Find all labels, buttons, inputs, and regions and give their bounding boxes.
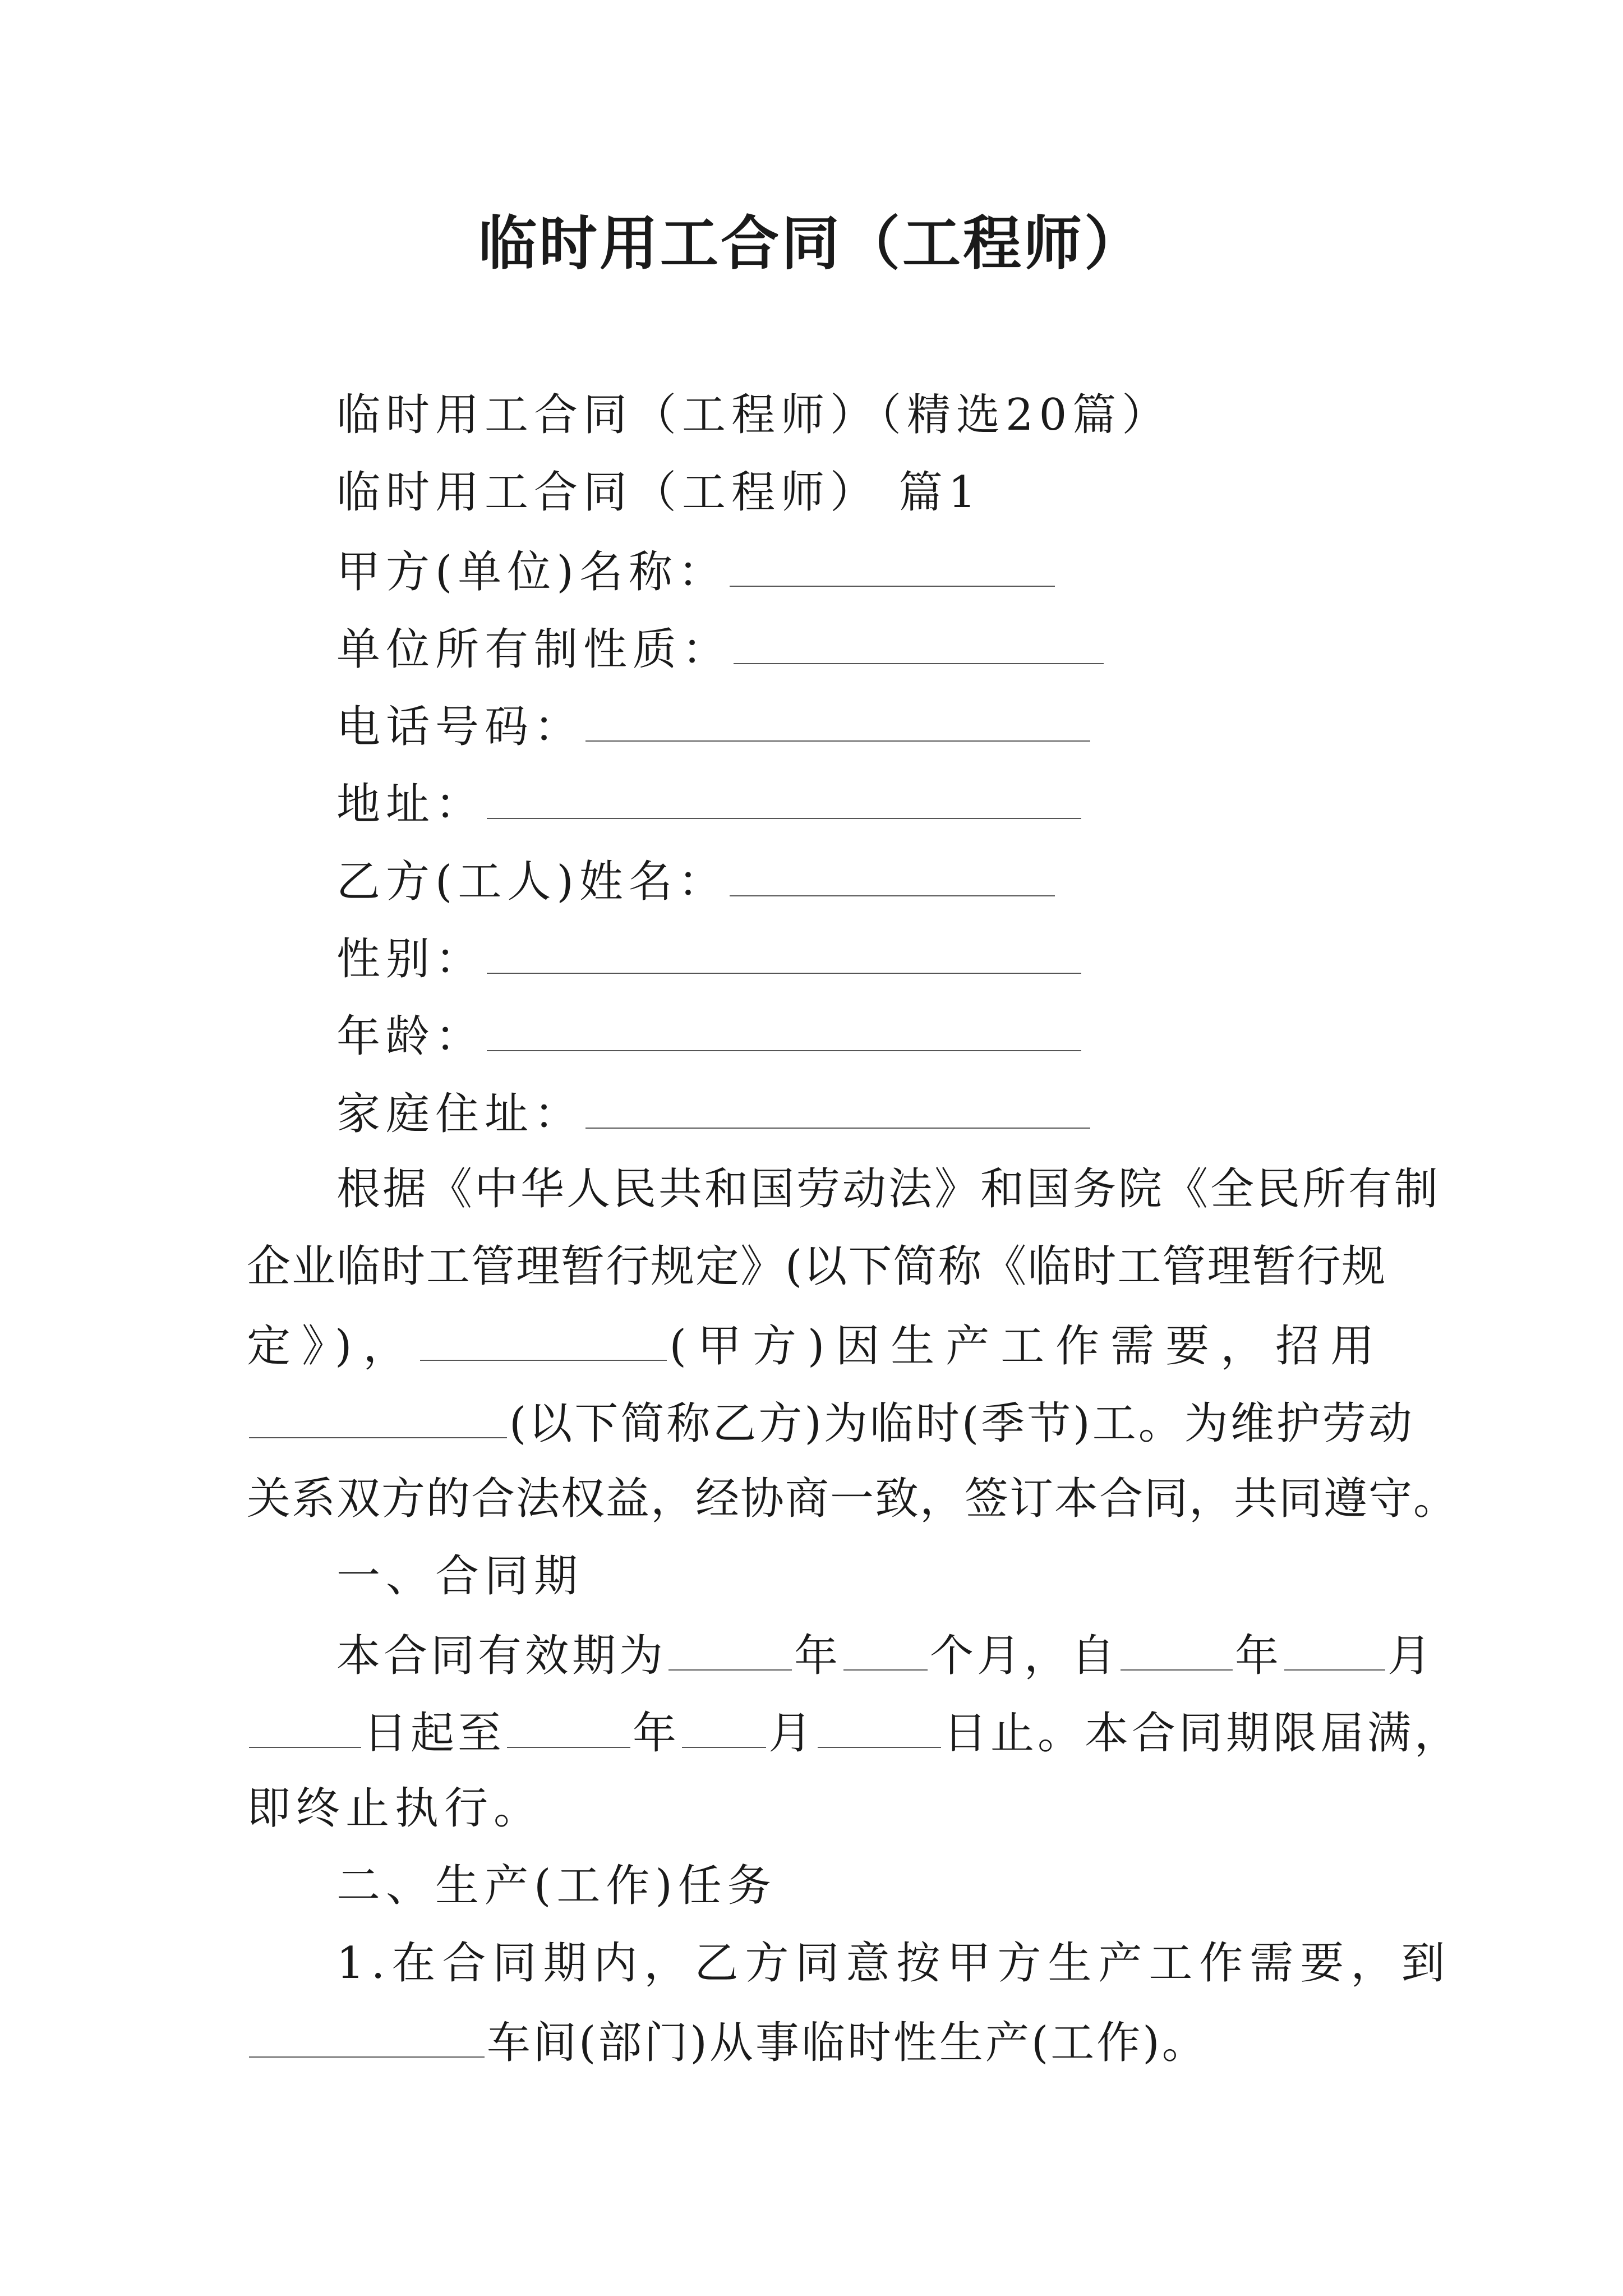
blank-line: [487, 774, 1081, 819]
blank-line: [585, 697, 1090, 742]
field-label: 家庭住址：: [336, 1089, 584, 1139]
contract-text: 本合同有效期为: [336, 1631, 667, 1681]
preamble-line-2: 企业临时工管理暂行规定》(以下简称《临时工管理暂行规: [247, 1241, 1387, 1292]
blank-line: [734, 619, 1104, 664]
preamble-line-3: [247, 1316, 1385, 1374]
field-label: 单位所有制性质：: [336, 624, 732, 675]
blank-line: [249, 1703, 361, 1748]
preamble-line-4: [247, 1393, 1414, 1452]
field-label: 年龄：: [336, 1011, 485, 1062]
preamble-line-5: 关系双方的合法权益，经协商一致，签订本合同，共同遵守。: [247, 1474, 1459, 1524]
contract-text: 月: [768, 1708, 816, 1759]
contract-text: 车间(部门)从事临时性生产(工作)。: [487, 2018, 1208, 2068]
document-title: 临时用工合同（工程师）: [478, 209, 1145, 278]
blank-line: [420, 1316, 667, 1361]
field-label: 乙方(工人)姓名：: [336, 857, 727, 907]
blank-line: [249, 2013, 485, 2058]
section-2-heading: 二、生产(工作)任务: [336, 1861, 777, 1911]
section-1-line-3: 即终止执行。: [247, 1783, 543, 1834]
field-gender: [336, 929, 1083, 987]
field-home-address: [336, 1084, 1092, 1142]
contract-text: 月: [1387, 1631, 1435, 1681]
blank-line: [249, 1393, 507, 1438]
field-age: [336, 1006, 1083, 1065]
part-heading: 临时用工合同（工程师） 篇1: [336, 467, 982, 518]
blank-line: [1121, 1626, 1233, 1671]
preamble-text: 定》)，: [247, 1321, 418, 1372]
field-label: 电话号码：: [336, 702, 584, 752]
field-party-b-name: [336, 852, 1057, 910]
blank-line: [730, 542, 1055, 587]
collection-heading: 临时用工合同（工程师）（精选20篇）: [336, 390, 1172, 440]
blank-line: [1284, 1626, 1385, 1671]
field-label: 甲方(单位)名称：: [336, 547, 727, 597]
contract-text: 年: [633, 1708, 680, 1759]
preamble-line-1: 根据《中华人民共和国劳动法》和国务院《全民所有制: [336, 1164, 1441, 1214]
blank-line: [843, 1626, 928, 1671]
blank-line: [818, 1703, 941, 1748]
contract-text: 日起至: [363, 1708, 505, 1759]
blank-line: [507, 1703, 630, 1748]
field-phone: [336, 697, 1092, 755]
contract-text: 年: [1235, 1631, 1283, 1681]
contract-text: 个月，自: [930, 1631, 1119, 1681]
section-2-item-1-line-2: [247, 2013, 1208, 2071]
blank-line: [730, 852, 1055, 896]
contract-text: 日止。本合同期限届满，: [943, 1708, 1462, 1759]
section-1-line-2: [247, 1703, 1461, 1761]
blank-line: [487, 929, 1081, 974]
blank-line: [487, 1006, 1081, 1051]
section-1-heading: 一、合同期: [336, 1551, 584, 1602]
blank-line: [668, 1626, 792, 1671]
blank-line: [682, 1703, 766, 1748]
section-1-line-1: [336, 1626, 1435, 1684]
field-address: [336, 774, 1083, 832]
blank-line: [585, 1084, 1090, 1129]
contract-text: 年: [794, 1631, 842, 1681]
field-party-a-name: [336, 542, 1057, 600]
field-label: 性别：: [336, 934, 485, 984]
field-ownership: [336, 619, 1106, 678]
section-2-item-1-line-1: 1.在合同期内，乙方同意按甲方生产工作需要，到: [336, 1938, 1452, 1989]
field-label: 地址：: [336, 779, 485, 830]
preamble-text: (以下简称乙方)为临时(季节)工。为维护劳动: [509, 1398, 1414, 1449]
preamble-text: (甲方)因生产工作需要，招用: [669, 1321, 1386, 1372]
